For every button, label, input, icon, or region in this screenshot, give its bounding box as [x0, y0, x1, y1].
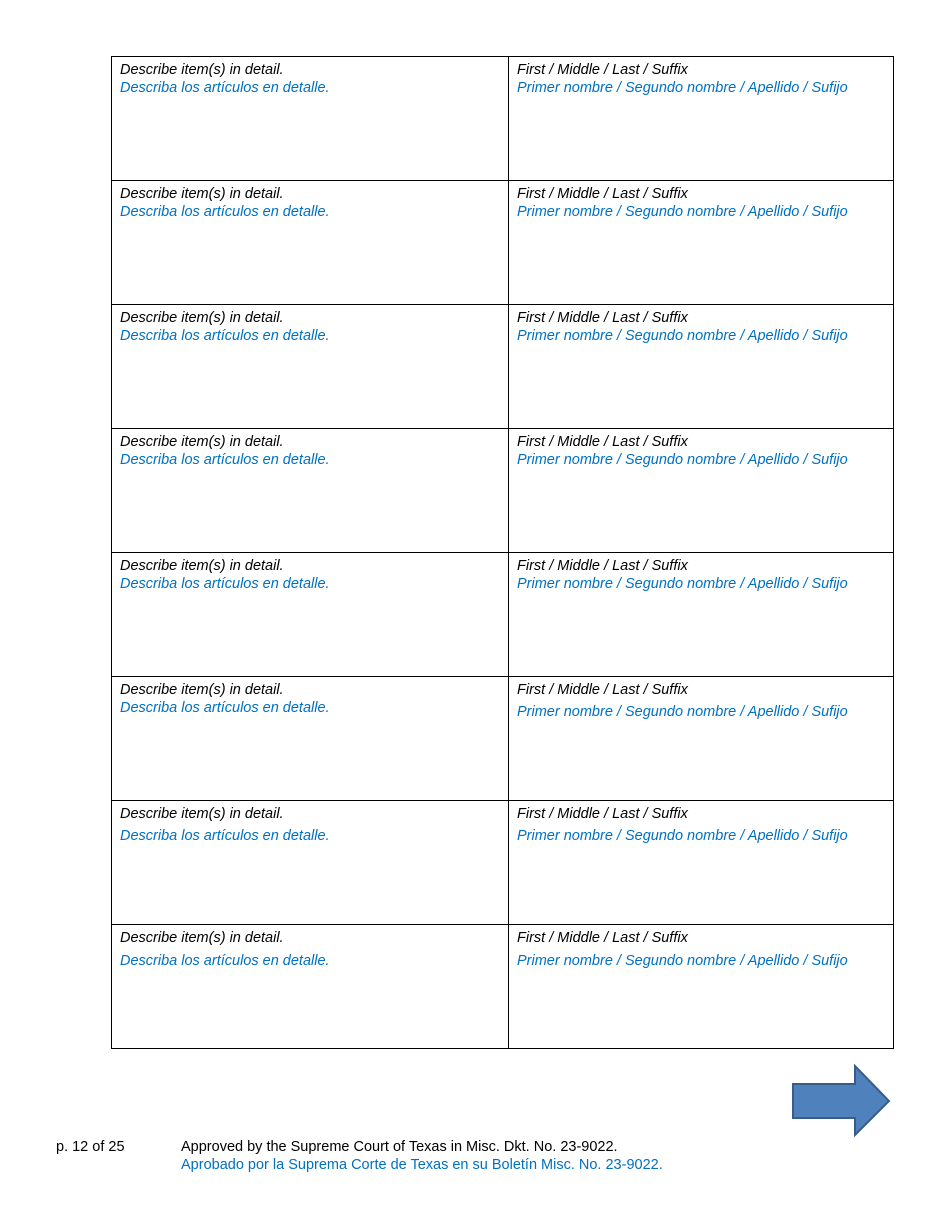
item-label-spanish: Describa los artículos en detalle.	[120, 204, 330, 220]
item-description-field[interactable]	[112, 429, 509, 553]
table-row	[112, 57, 894, 181]
item-label: Describe item(s) in detail.	[120, 558, 284, 574]
name-label: First / Middle / Last / Suffix	[517, 62, 688, 78]
item-description-field[interactable]	[112, 57, 509, 181]
item-description-field[interactable]	[112, 801, 509, 925]
name-label: First / Middle / Last / Suffix	[517, 558, 688, 574]
item-label: Describe item(s) in detail.	[120, 682, 284, 698]
name-label: First / Middle / Last / Suffix	[517, 310, 688, 326]
name-label-spanish: Primer nombre / Segundo nombre / Apellido / Sufijo	[517, 328, 848, 344]
table-row	[112, 677, 894, 801]
name-label: First / Middle / Last / Suffix	[517, 186, 688, 202]
item-label: Describe item(s) in detail.	[120, 930, 284, 946]
owner-name-field[interactable]	[509, 801, 894, 925]
item-label-spanish: Describa los artículos en detalle.	[120, 452, 330, 468]
name-label: First / Middle / Last / Suffix	[517, 682, 688, 698]
item-label: Describe item(s) in detail.	[120, 310, 284, 326]
table-row	[112, 553, 894, 677]
page-number: p. 12 of 25	[56, 1139, 125, 1155]
name-label-spanish: Primer nombre / Segundo nombre / Apellido / Sufijo	[517, 452, 848, 468]
owner-name-field[interactable]	[509, 677, 894, 801]
owner-name-field[interactable]	[509, 181, 894, 305]
name-label-spanish: Primer nombre / Segundo nombre / Apellido / Sufijo	[517, 953, 848, 969]
item-description-field[interactable]	[112, 553, 509, 677]
approval-note-spanish: Aprobado por la Suprema Corte de Texas en su Boletín Misc. No. 23-9022.	[181, 1157, 663, 1173]
items-table	[111, 56, 894, 1049]
arrow-right-icon[interactable]	[791, 1064, 893, 1145]
item-label: Describe item(s) in detail.	[120, 62, 284, 78]
table-row	[112, 925, 894, 1049]
item-label-spanish: Describa los artículos en detalle.	[120, 700, 330, 716]
name-label: First / Middle / Last / Suffix	[517, 434, 688, 450]
item-label: Describe item(s) in detail.	[120, 186, 284, 202]
item-label-spanish: Describa los artículos en detalle.	[120, 576, 330, 592]
table-row	[112, 305, 894, 429]
approval-note-english: Approved by the Supreme Court of Texas in Misc. Dkt. No. 23-9022.	[181, 1139, 618, 1155]
item-description-field[interactable]	[112, 677, 509, 801]
owner-name-field[interactable]	[509, 57, 894, 181]
item-label: Describe item(s) in detail.	[120, 434, 284, 450]
owner-name-field[interactable]	[509, 553, 894, 677]
name-label-spanish: Primer nombre / Segundo nombre / Apellido / Sufijo	[517, 828, 848, 844]
owner-name-field[interactable]	[509, 429, 894, 553]
item-label-spanish: Describa los artículos en detalle.	[120, 328, 330, 344]
table-row	[112, 801, 894, 925]
name-label-spanish: Primer nombre / Segundo nombre / Apellido / Sufijo	[517, 80, 848, 96]
name-label-spanish: Primer nombre / Segundo nombre / Apellido / Sufijo	[517, 704, 848, 720]
name-label: First / Middle / Last / Suffix	[517, 806, 688, 822]
owner-name-field[interactable]	[509, 305, 894, 429]
item-label-spanish: Describa los artículos en detalle.	[120, 80, 330, 96]
table-row	[112, 429, 894, 553]
name-label: First / Middle / Last / Suffix	[517, 930, 688, 946]
item-description-field[interactable]	[112, 305, 509, 429]
item-description-field[interactable]	[112, 925, 509, 1049]
item-label-spanish: Describa los artículos en detalle.	[120, 828, 330, 844]
item-label: Describe item(s) in detail.	[120, 806, 284, 822]
arrow-right-icon-graphic	[791, 1064, 893, 1140]
approval-note	[181, 1138, 663, 1174]
name-label-spanish: Primer nombre / Segundo nombre / Apellido / Sufijo	[517, 576, 848, 592]
item-label-spanish: Describa los artículos en detalle.	[120, 953, 330, 969]
name-label-spanish: Primer nombre / Segundo nombre / Apellido / Sufijo	[517, 204, 848, 220]
item-description-field[interactable]	[112, 181, 509, 305]
owner-name-field[interactable]	[509, 925, 894, 1049]
table-row	[112, 181, 894, 305]
